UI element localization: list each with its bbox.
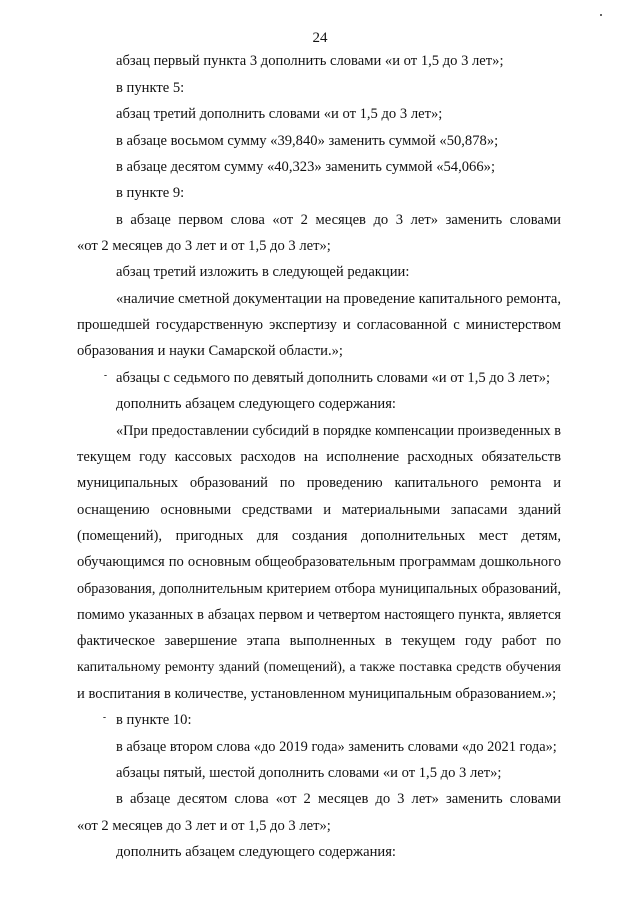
scan-speck bbox=[103, 717, 106, 718]
text-line: «от 2 месяцев до 3 лет и от 1,5 до 3 лет»; bbox=[77, 818, 331, 834]
text-line: образования, дополнительным критерием отбора муниципальных образований, bbox=[77, 581, 561, 597]
text-line: капитальному ремонту зданий (помещений), а также поставка средств обучения bbox=[77, 660, 561, 675]
text-line: и воспитания в количестве, установленном муниципальным образованием.»; bbox=[77, 686, 557, 702]
scan-speck bbox=[600, 14, 602, 16]
text-line: (помещений), пригодных для создания дополнительных мест детям, bbox=[77, 528, 561, 544]
text-line: дополнить абзацем следующего содержания: bbox=[116, 844, 396, 860]
text-line: прошедшей государственную экспертизу и согласованной с министерством bbox=[77, 317, 561, 333]
text-line: «При предоставлении субсидий в порядке компенсации произведенных в bbox=[116, 423, 561, 439]
text-line: в пункте 9: bbox=[116, 185, 185, 201]
text-line: оснащению основными средствами и материальными запасами зданий bbox=[77, 502, 561, 518]
text-line: обучающимся по основным общеобразовательным программам дошкольного bbox=[77, 554, 561, 570]
text-line: фактическое завершение этапа выполненных в текущем году работ по bbox=[77, 633, 561, 649]
text-line: текущем году кассовых расходов на исполнение расходных обязательств bbox=[77, 449, 561, 465]
text-line: в пункте 5: bbox=[116, 80, 185, 96]
text-line: абзац первый пункта 3 дополнить словами «и от 1,5 до 3 лет»; bbox=[116, 53, 504, 69]
text-line: в абзаце десятом слова «от 2 месяцев до 3 лет» заменить словами bbox=[116, 791, 561, 807]
text-line: в абзаце десятом сумму «40,323» заменить суммой «54,066»; bbox=[116, 159, 495, 175]
text-line: «наличие сметной документации на проведение капитального ремонта, bbox=[116, 291, 561, 307]
text-line: в абзаце восьмом сумму «39,840» заменить суммой «50,878»; bbox=[116, 133, 499, 149]
text-line: образования и науки Самарской области.»; bbox=[77, 343, 343, 359]
text-line: «от 2 месяцев до 3 лет и от 1,5 до 3 лет»; bbox=[77, 238, 331, 254]
text-line: абзац третий дополнить словами «и от 1,5 до 3 лет»; bbox=[116, 106, 443, 122]
text-line: абзацы с седьмого по девятый дополнить словами «и от 1,5 до 3 лет»; bbox=[116, 370, 551, 386]
text-line: в абзаце первом слова «от 2 месяцев до 3 лет» заменить словами bbox=[116, 212, 561, 228]
text-line: в абзаце втором слова «до 2019 года» заменить словами «до 2021 года»; bbox=[116, 739, 557, 755]
text-line: в пункте 10: bbox=[116, 712, 192, 728]
text-line: помимо указанных в абзацах первом и четвертом настоящего пункта, является bbox=[77, 607, 561, 623]
text-line: муниципальных образований по проведению капитального ремонта и bbox=[77, 475, 561, 491]
text-line: абзац третий изложить в следующей редакции: bbox=[116, 264, 410, 280]
page-number: 24 bbox=[312, 30, 328, 46]
text-line: абзацы пятый, шестой дополнить словами «и от 1,5 до 3 лет»; bbox=[116, 765, 502, 781]
scan-speck bbox=[104, 375, 107, 376]
text-line: дополнить абзацем следующего содержания: bbox=[116, 396, 396, 412]
